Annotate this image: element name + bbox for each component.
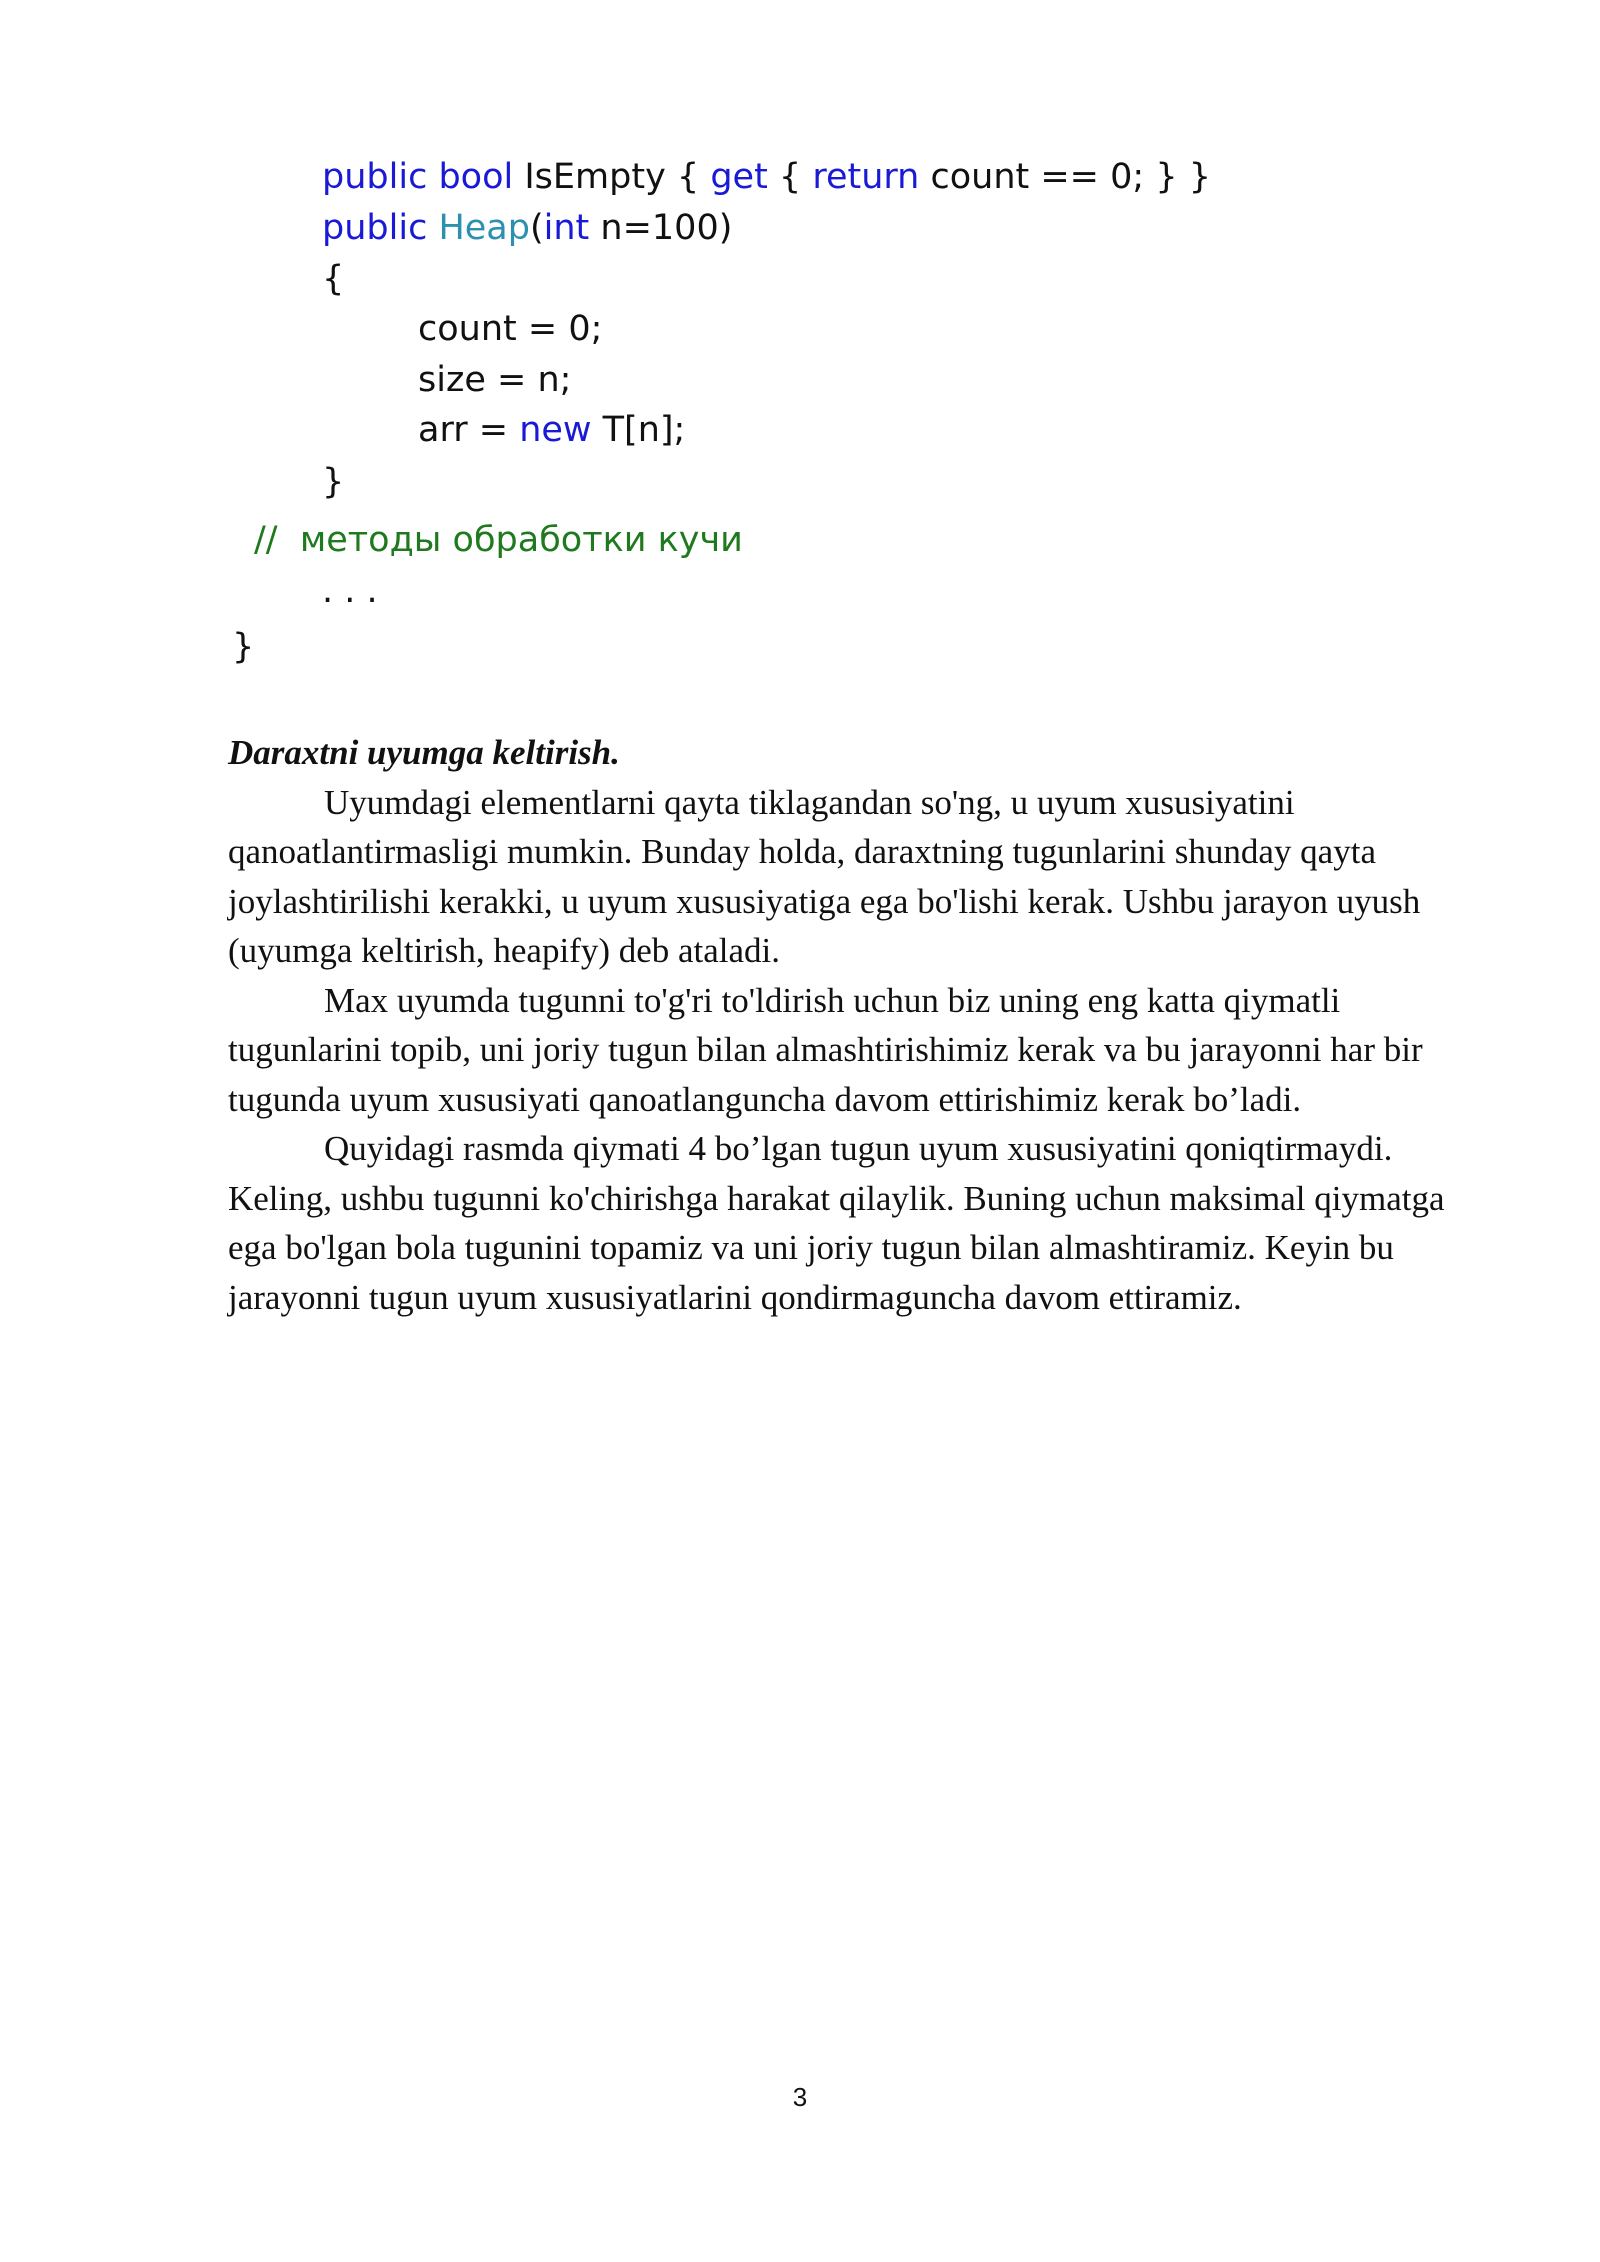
keyword: public xyxy=(322,157,428,197)
paragraph: Max uyumda tugunni to'g'ri to'ldirish uchun biz uning eng katta qiymatli tugunlarini topib, uni joriy tugun bilan almashtirishimiz kerak va bu jarayonni har bir tugunda uyum xususiyati qanoatlanguncha davom ettirishimiz kerak bo’ladi. xyxy=(228,980,1423,1119)
section-body xyxy=(228,728,1498,1322)
keyword: int xyxy=(543,208,590,248)
code-comment: // методы обработки кучи xyxy=(254,520,743,560)
paragraph: Uyumdagi elementlarni qayta tiklagandan so'ng, u uyum xususiyatini qanoatlantirmasligi mumkin. Bunday holda, daraxtning tugunlarini shunday qayta joylashtirilishi kerakki, u uyum xususiyatiga ega bo'lishi kerak. Ushbu jarayon uyush (uyumga keltirish, heapify) deb ataladi. xyxy=(228,782,1421,970)
code-text: n=100) xyxy=(589,208,733,248)
section-heading: Daraxtni uyumga keltirish. xyxy=(228,733,620,772)
code-line-arr xyxy=(418,405,685,455)
keyword: public xyxy=(322,208,428,248)
punctuation: { xyxy=(767,157,813,197)
paragraph: Quyidagi rasmda qiymati 4 bo’lgan tugun uyum xususiyatini qoniqtirmaydi. Keling, ushbu tugunni ko'chirishga harakat qilaylik. Buning uchun maksimal qiymatga ega bo'lgan bola tugunini topamiz va uni joriy tugun bilan almashtiramiz. Keyin bu jarayonni tugun uyum xususiyatlarini qondirmaguncha davom ettiramiz. xyxy=(228,1129,1445,1317)
code-text: arr = xyxy=(418,410,520,450)
code-text: T[n]; xyxy=(591,410,686,450)
code-line-isempty xyxy=(322,152,1211,202)
punctuation: ( xyxy=(529,208,544,248)
code-text: count == 0; } } xyxy=(919,157,1211,197)
identifier: IsEmpty { xyxy=(513,157,711,197)
code-line-count: count = 0; xyxy=(418,309,603,349)
code-line-class-close: } xyxy=(232,627,255,667)
code-line-open-brace: { xyxy=(322,259,345,299)
code-line-close-brace: } xyxy=(322,462,345,502)
code-ellipsis: . . . xyxy=(322,571,378,611)
page-number: 3 xyxy=(792,2082,808,2112)
type-name: Heap xyxy=(438,208,530,248)
code-line-size: size = n; xyxy=(418,360,572,400)
keyword: return xyxy=(812,157,920,197)
code-line-constructor xyxy=(322,203,732,253)
keyword: new xyxy=(519,410,592,450)
keyword: bool xyxy=(438,157,514,197)
keyword: get xyxy=(710,157,768,197)
